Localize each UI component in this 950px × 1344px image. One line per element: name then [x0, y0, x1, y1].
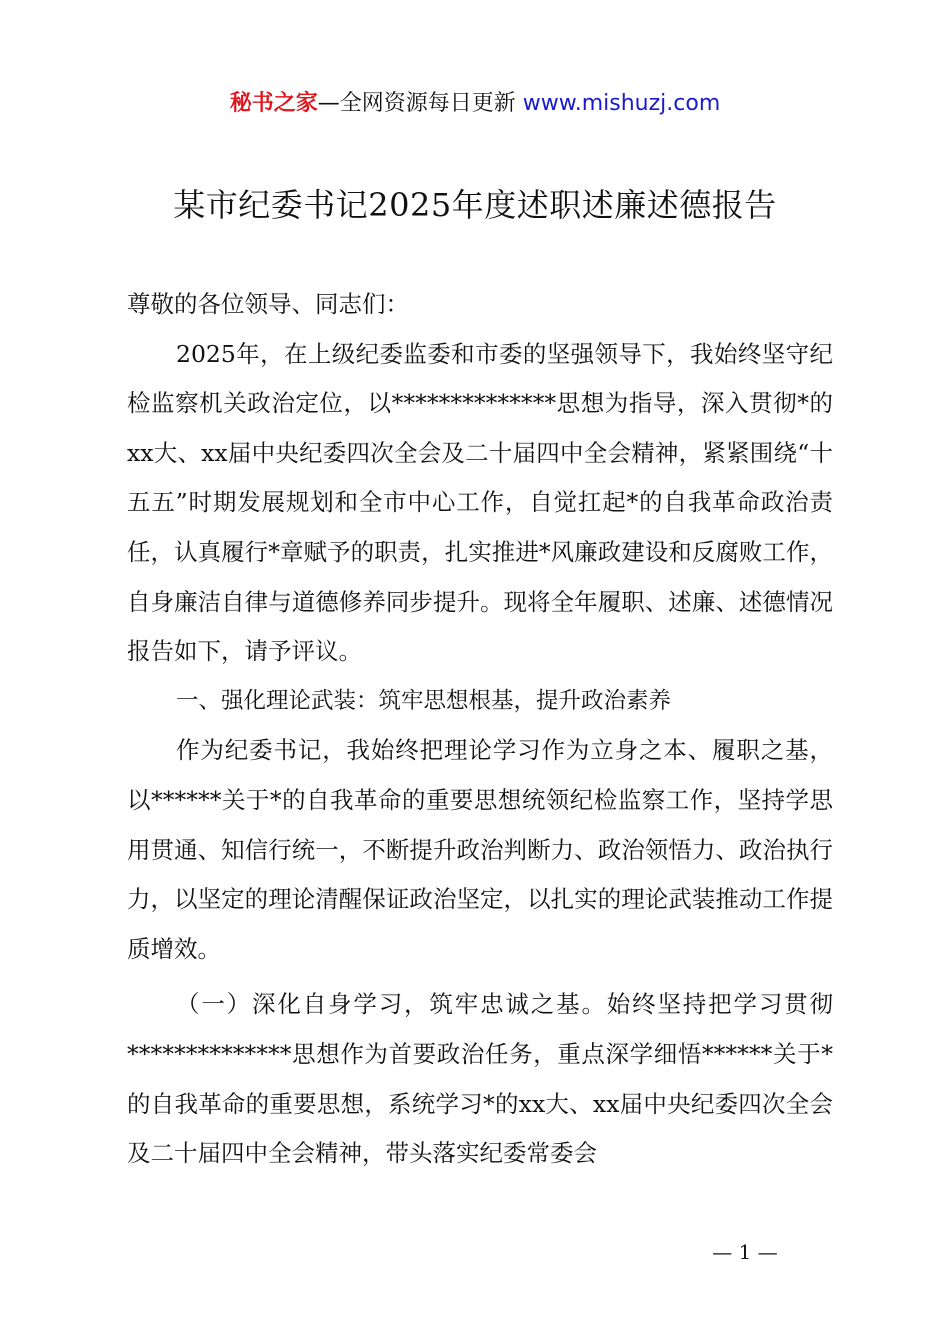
- document-title: 某市纪委书记2025年度述职述廉述德报告: [173, 186, 777, 224]
- paragraph-intro: 2025年，在上级纪委监委和市委的坚强领导下，我始终坚守纪检监察机关政治定位，以**************思想为指导，深入贯彻*的xx大、xx届中央纪委四次全会及二十届四中全会精神，紧紧围绕“十五五”时期发展规划和全市中心工作，自觉扛起*的自我革命政治责任，认真履行*章赋予的职责，扎实推进*风廉政建设和反腐败工作，自身廉洁自律与道德修养同步提升。现将全年履职、述廉、述德情况报告如下，请予评议。: [127, 339, 833, 666]
- paragraph-section-intro: 作为纪委书记，我始终把理论学习作为立身之本、履职之基，以******关于*的自我革命的重要思想统领纪检监察工作，坚持学思用贯通、知信行统一，不断提升政治判断力、政治领悟力、政治执行力，以坚定的理论清醒保证政治坚定，以扎实的理论武装推动工作提质增效。: [127, 736, 833, 963]
- document-body: [127, 280, 833, 1179]
- page-number: — 1 —: [712, 1240, 778, 1264]
- brand-name: 秘书之家: [229, 91, 318, 116]
- site-header: [0, 86, 950, 122]
- section-heading: 一、强化理论武装：筑牢思想根基，提升政治素养: [176, 687, 672, 714]
- paragraph-subsection-1: （一）深化自身学习，筑牢忠诚之基。始终坚持把学习贯彻**************思想作为首要政治任务，重点深学细悟******关于*的自我革命的重要思想，系统学习*的xx大、xx届中央纪委四次全会及二十届四中全会精神，带头落实纪委常委会: [127, 990, 833, 1168]
- site-url-link[interactable]: www.mishuzj.com: [522, 91, 721, 116]
- salutation: 尊敬的各位领导、同志们：: [127, 290, 409, 318]
- header-tagline: —全网资源每日更新: [317, 91, 516, 116]
